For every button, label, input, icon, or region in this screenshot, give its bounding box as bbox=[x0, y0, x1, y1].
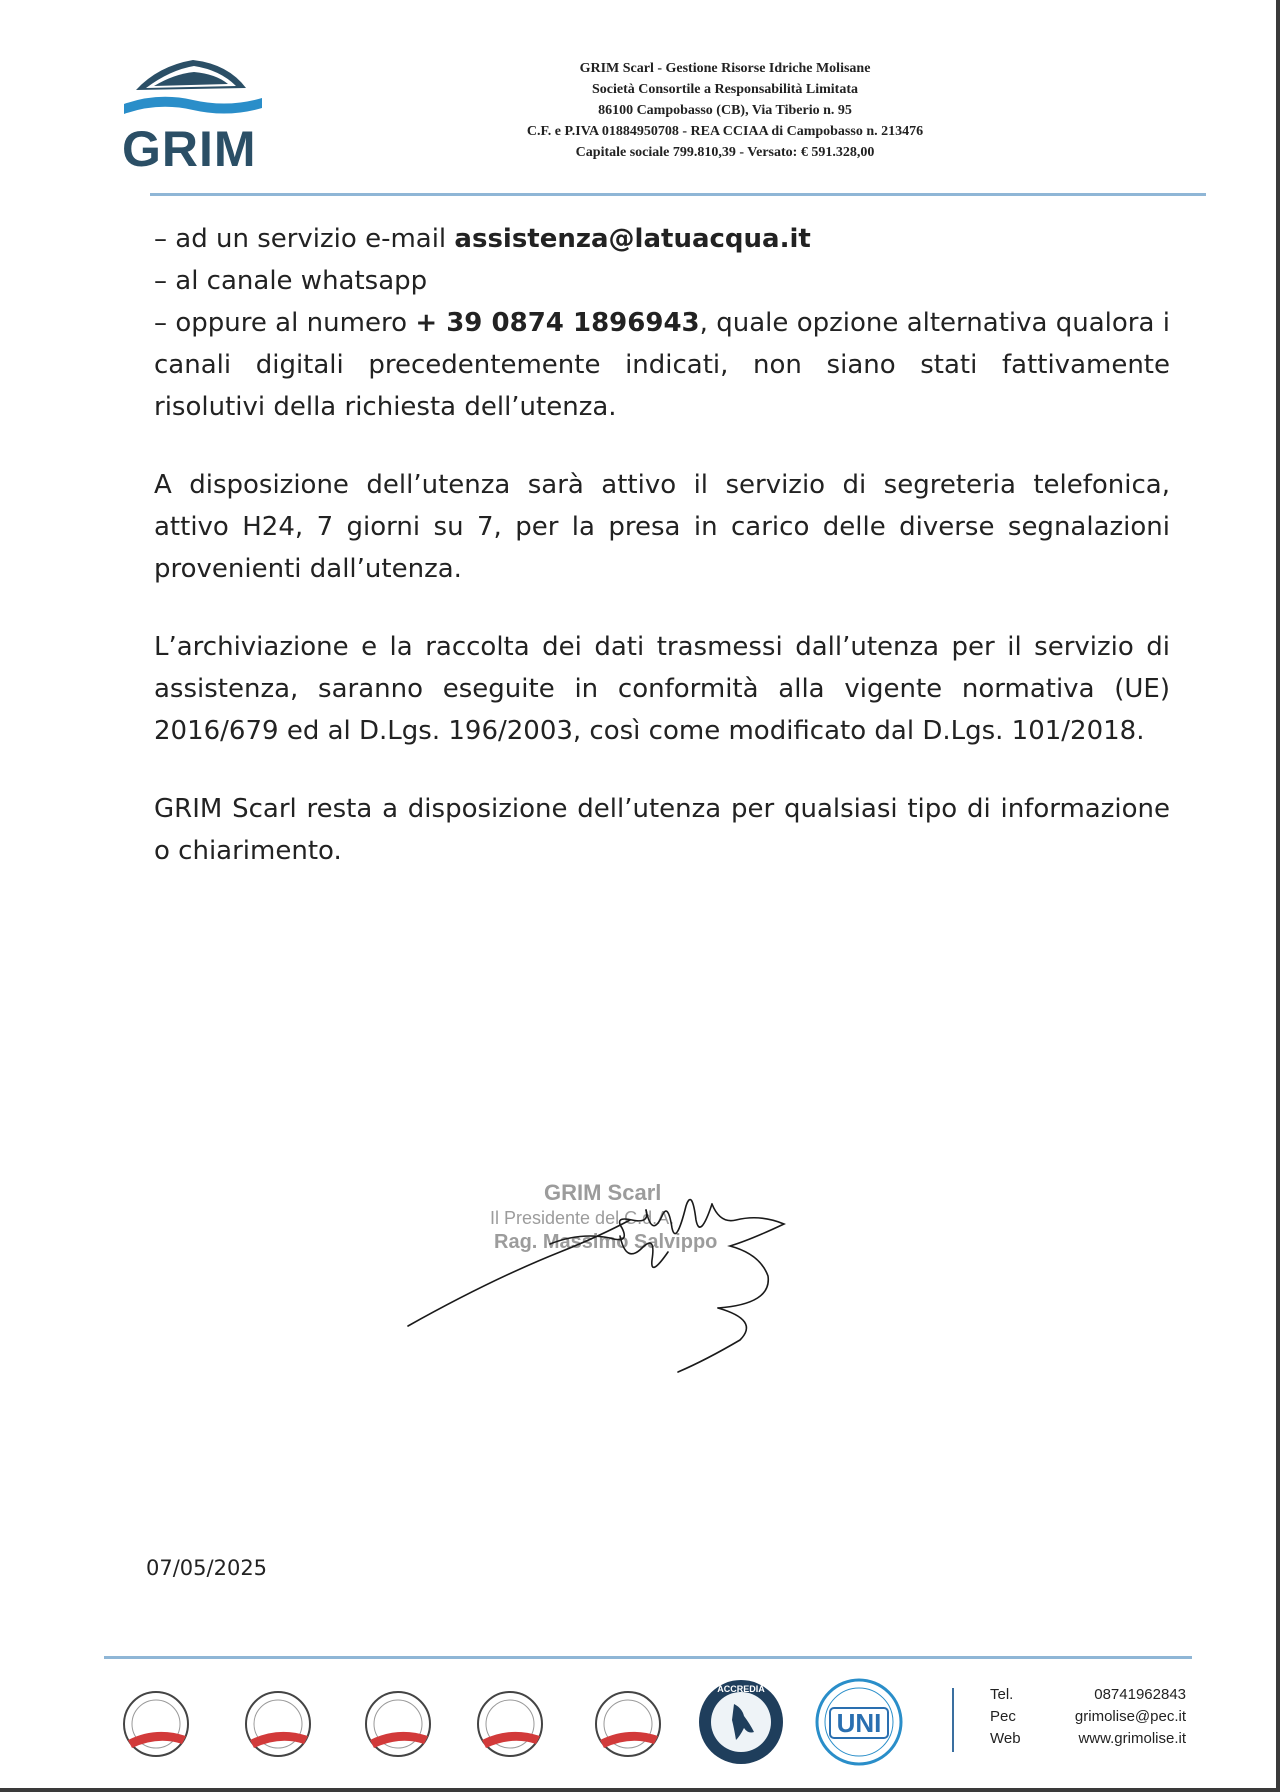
company-line: Società Consortile a Responsabilità Limitata bbox=[592, 82, 858, 97]
contact-phone: 08741962843 bbox=[1094, 1686, 1186, 1703]
contact-label: Tel. bbox=[990, 1686, 1014, 1703]
contact-row bbox=[990, 1730, 1186, 1752]
uni-badge bbox=[806, 1676, 912, 1768]
contact-label: Pec bbox=[990, 1708, 1016, 1725]
accredia-label: ACCREDIA bbox=[717, 1684, 765, 1694]
certification-mark bbox=[460, 1664, 560, 1784]
company-line: 86100 Campobasso (CB), Via Tiberio n. 95 bbox=[598, 103, 852, 118]
cert-seal-icon bbox=[578, 1680, 678, 1770]
closing-paragraph: GRIM Scarl resta a disposizione dell’utenza per qualsiasi tipo di informazione o chiarimento. bbox=[154, 794, 1170, 866]
contact-separator bbox=[952, 1688, 954, 1752]
stamp-person: Rag. Massimo Salvippo bbox=[494, 1231, 718, 1253]
phone-prefix: – oppure al numero bbox=[154, 308, 416, 338]
certification-mark bbox=[578, 1664, 678, 1784]
contact-label: Web bbox=[990, 1730, 1021, 1747]
phone-paragraph bbox=[154, 302, 1170, 428]
contact-email-line bbox=[154, 218, 1170, 260]
footer-divider bbox=[104, 1656, 1192, 1659]
certification-mark bbox=[348, 1664, 448, 1784]
cert-seal-icon bbox=[228, 1680, 328, 1770]
footer-contacts bbox=[990, 1686, 1186, 1752]
logo-text: GRIM bbox=[122, 121, 257, 177]
letter-body bbox=[154, 218, 1170, 872]
cert-seal-icon bbox=[106, 1680, 206, 1770]
handwritten-signature bbox=[400, 1180, 860, 1420]
company-line: Capitale sociale 799.810,39 - Versato: € 591.328,00 bbox=[575, 145, 875, 160]
privacy-paragraph: L’archiviazione e la raccolta dei dati trasmessi dall’utenza per il servizio di assistenza, saranno eseguite in conformità alla vigente normativa (UE) 2016/679 ed al D.Lgs. 196/2003, così come modificato dal D.Lgs. 101/2018. bbox=[154, 632, 1170, 746]
company-line: C.F. e P.IVA 01884950708 - REA CCIAA di Campobasso n. 213476 bbox=[526, 124, 924, 139]
header-divider bbox=[150, 193, 1206, 196]
certification-mark bbox=[228, 1664, 328, 1784]
cert-seal-icon bbox=[460, 1680, 560, 1770]
cert-seal-icon bbox=[348, 1680, 448, 1770]
email-address[interactable]: assistenza@latuacqua.it bbox=[454, 224, 811, 254]
contact-row bbox=[990, 1708, 1186, 1730]
voicemail-paragraph: A disposizione dell’utenza sarà attivo il servizio di segreteria telefonica, attivo H24, 7 giorni su 7, per la presa in carico delle diverse segnalazioni provenienti dall’utenza. bbox=[154, 470, 1170, 584]
whatsapp-line: – al canale whatsapp bbox=[154, 266, 428, 296]
certification-mark bbox=[106, 1664, 206, 1784]
stamp-company: GRIM Scarl bbox=[544, 1180, 662, 1205]
contact-pec[interactable]: grimolise@pec.it bbox=[1074, 1708, 1186, 1725]
company-info bbox=[430, 58, 1020, 163]
stamp-role: Il Presidente del C.d.A. bbox=[490, 1208, 675, 1228]
uni-label: UNI bbox=[836, 1708, 882, 1738]
phone-suffix: , quale opzione alternativa qualora i canali digitali precedentemente indicati, non siano stati fattivamente risolutivi della richiesta dell’utenza. bbox=[154, 308, 1170, 422]
email-prefix: – ad un servizio e-mail bbox=[154, 224, 455, 254]
phone-number: + 39 0874 1896943 bbox=[415, 308, 700, 338]
letter-date: 07/05/2025 bbox=[146, 1556, 268, 1580]
contact-web[interactable]: www.grimolise.it bbox=[1078, 1730, 1186, 1747]
contact-row bbox=[990, 1686, 1186, 1708]
accredia-badge bbox=[696, 1676, 786, 1768]
company-line: GRIM Scarl - Gestione Risorse Idriche Molisane bbox=[579, 61, 871, 76]
